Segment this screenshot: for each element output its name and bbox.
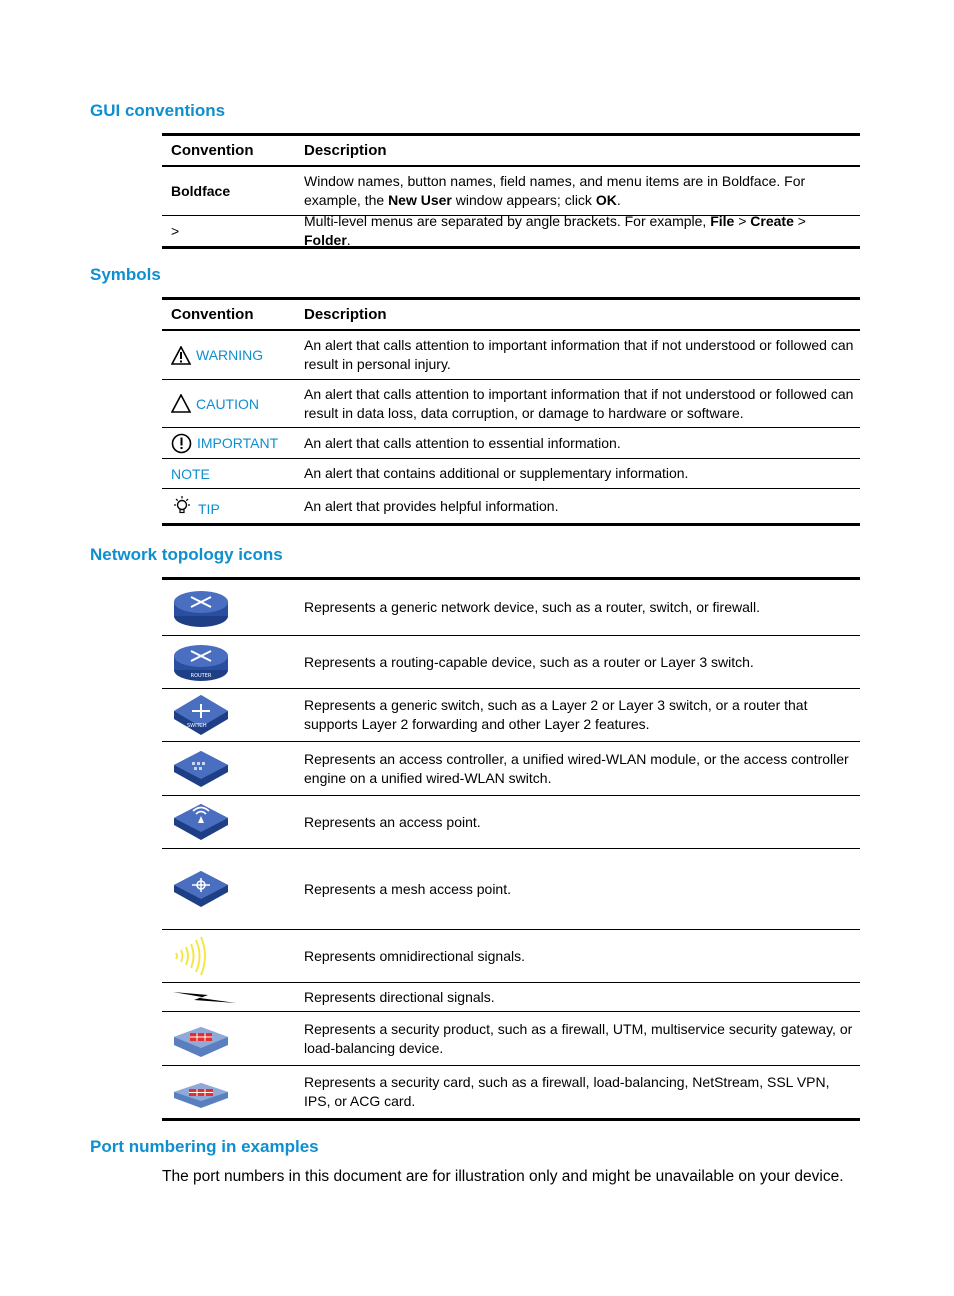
table-row (162, 849, 860, 930)
access-point-icon (172, 800, 230, 844)
omnidirectional-signal-description: Represents omnidirectional signals. (304, 947, 525, 964)
warning-description: An alert that calls attention to important information that if not understood or followed can result in personal injury. (304, 337, 854, 372)
table-row (162, 380, 860, 428)
security-product-icon (172, 1017, 230, 1061)
symbols-table (162, 297, 860, 526)
router-badge: ROUTER (190, 673, 212, 679)
important-description: An alert that calls attention to essential information. (304, 434, 621, 451)
table-row (162, 580, 860, 636)
directional-signal-icon (172, 989, 238, 1005)
icon-cell (162, 747, 304, 791)
text: > (734, 213, 751, 229)
caution-label: CAUTION (196, 395, 259, 412)
table-row (162, 213, 860, 248)
text: > (793, 213, 806, 229)
important-icon (171, 433, 192, 454)
gui-conventions-table (162, 133, 860, 249)
table-row (162, 331, 860, 380)
description-angle-bracket (304, 212, 860, 250)
port-numbering-text: The port numbers in this document are for illustration only and might be unavailable on your device. (162, 1168, 844, 1185)
switch-description: Represents a generic switch, such as a Layer 2 or Layer 3 switch, or a router that supports Layer 2 forwarding and other Layer 2 features. (304, 697, 808, 732)
access-controller-description: Represents an access controller, a unified wired-WLAN module, or the access controller engine on a unified wired-WLAN switch. (304, 750, 849, 786)
bold-text: Create (750, 213, 794, 229)
section-heading-symbols: Symbols (90, 265, 161, 284)
header-description: Description (304, 142, 387, 159)
bold-text: New User (388, 192, 452, 208)
icon-cell (162, 934, 304, 978)
icon-cell (162, 693, 304, 737)
convention-warning (162, 346, 304, 365)
bold-text: Folder (304, 232, 347, 248)
convention-tip (162, 495, 304, 517)
icon-cell (162, 640, 304, 684)
text: . (346, 232, 351, 248)
topology-icons-table (162, 577, 860, 1121)
bold-text: OK (595, 192, 617, 208)
note-description: An alert that contains additional or supplementary information. (304, 465, 689, 481)
text: . (616, 192, 621, 208)
header-description: Description (304, 306, 387, 323)
header-convention: Convention (171, 142, 254, 159)
table-row (162, 689, 860, 742)
router-description: Represents a routing-capable device, such as a router or Layer 3 switch. (304, 653, 754, 670)
icon-cell (162, 1070, 304, 1114)
caution-icon (171, 394, 191, 413)
network-device-description: Represents a generic network device, such as a router, switch, or firewall. (304, 599, 760, 615)
table-row (162, 167, 860, 216)
important-label: IMPORTANT (197, 435, 279, 451)
table-row (162, 489, 860, 523)
convention-boldface: Boldface (171, 183, 231, 199)
switch-badge: SWITCH (187, 723, 207, 729)
table-row (162, 983, 860, 1012)
access-point-description: Represents an access point. (304, 813, 481, 830)
icon-cell (162, 1017, 304, 1061)
bold-text: File (710, 213, 735, 229)
security-card-description: Represents a security card, such as a firewall, load-balancing, NetStream, SSL VPN, IPS, or ACG card. (304, 1074, 830, 1109)
table-row (162, 796, 860, 849)
omnidirectional-signal-icon (172, 934, 212, 978)
security-card-icon (172, 1070, 230, 1114)
table-row (162, 930, 860, 983)
text: window appears; click (451, 192, 596, 208)
caution-description: An alert that calls attention to important information that if not understood or followed can result in data loss, data corruption, or damage to hardware or software. (304, 385, 854, 421)
mesh-access-point-icon (172, 867, 230, 911)
text: Window names, button names, field names, and menu items are in Boldface. For example, the (304, 173, 806, 208)
note-label: NOTE (171, 465, 210, 482)
tip-label: TIP (198, 501, 220, 517)
table-row (162, 459, 860, 489)
mesh-access-point-description: Represents a mesh access point. (304, 880, 511, 897)
warning-icon (171, 346, 191, 365)
convention-note (162, 466, 304, 482)
security-product-description: Represents a security product, such as a firewall, UTM, multiservice security gateway, or load-balancing device. (304, 1020, 853, 1056)
network-device-icon (172, 586, 230, 630)
icon-cell (162, 800, 304, 844)
lightbulb-icon (171, 495, 193, 517)
table-row (162, 428, 860, 459)
table-row (162, 742, 860, 796)
description-boldface (304, 172, 860, 210)
header-convention: Convention (171, 306, 254, 323)
table-row (162, 636, 860, 689)
table-header-row (162, 136, 860, 167)
table-row (162, 1012, 860, 1066)
directional-signal-description: Represents directional signals. (304, 988, 495, 1005)
router-icon (172, 640, 230, 684)
table-row (162, 1066, 860, 1118)
icon-cell (162, 586, 304, 630)
switch-icon (172, 693, 230, 737)
icon-cell (162, 989, 304, 1005)
convention-angle-bracket: > (171, 223, 180, 239)
icon-cell (162, 867, 304, 911)
table-header-row (162, 300, 860, 331)
convention-important (162, 433, 304, 454)
access-controller-icon (172, 747, 230, 791)
convention-caution (162, 394, 304, 413)
section-heading-port-numbering: Port numbering in examples (90, 1137, 319, 1156)
text: Multi-level menus are separated by angle brackets. For example, (304, 213, 711, 229)
warning-label: WARNING (196, 347, 264, 363)
section-heading-gui-conventions: GUI conventions (90, 101, 226, 120)
tip-description: An alert that provides helpful information. (304, 497, 559, 514)
section-heading-network-topology-icons: Network topology icons (90, 545, 283, 564)
